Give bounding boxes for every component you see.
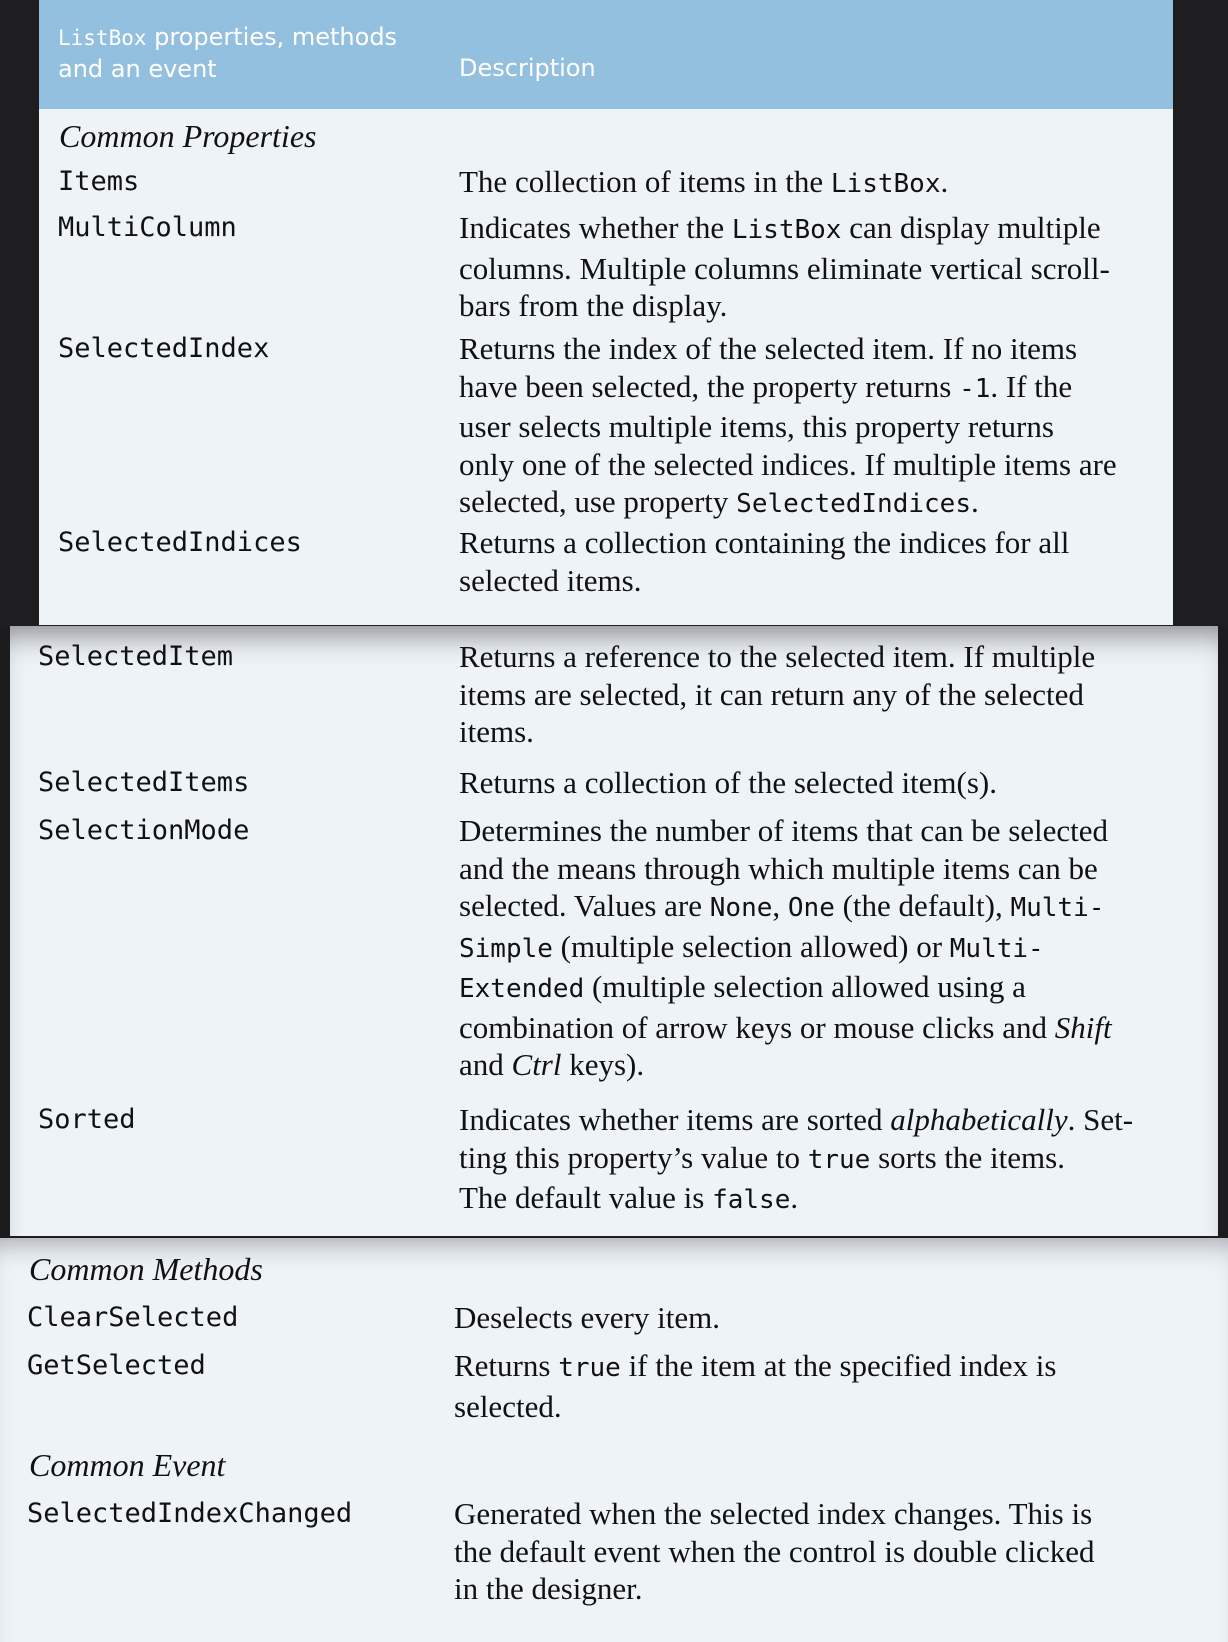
header-column-name xyxy=(58,22,397,85)
table-header xyxy=(39,0,1173,109)
row-desc-selectionmode: Determines the number of items that can be selected and the means through which multiple items can be selected. Values are None, One (the default), Multi- Simple (multiple selection allowed) or Multi- Extended (multiple selection allowed using a combination of arrow keys or mouse clicks and Shift and Ctrl keys). xyxy=(459,813,1112,1082)
row-name-sorted: Sorted xyxy=(38,1104,136,1135)
bottom-table-panel xyxy=(0,1238,1228,1642)
row-desc-selectedindexchanged: Generated when the selected index changes. This is the default event when the control is double clicked in the designer. xyxy=(454,1496,1095,1606)
row-name-getselected: GetSelected xyxy=(27,1350,206,1381)
row-name-selectedindices: SelectedIndices xyxy=(58,527,302,558)
table-page-top xyxy=(39,0,1173,625)
row-desc-items: The collection of items in the ListBox. xyxy=(459,164,949,199)
row-name-multicolumn: MultiColumn xyxy=(58,212,237,243)
row-name-selectedindex: SelectedIndex xyxy=(58,333,270,364)
table-page-middle xyxy=(10,626,1218,1236)
header-line2: and an event xyxy=(58,55,217,83)
row-name-selecteditems: SelectedItems xyxy=(38,767,250,798)
row-name-selecteditem: SelectedItem xyxy=(38,641,234,672)
row-desc-selectedindices: Returns a collection containing the indices for all selected items. xyxy=(459,525,1070,598)
row-name-items: Items xyxy=(58,166,140,197)
section-common-properties: Common Properties xyxy=(59,118,317,154)
row-desc-selectedindex: Returns the index of the selected item. If no items have been selected, the property returns -1. If the user selects multiple items, this property returns only one of the selected indices. If multiple items are selected, use property SelectedIndices. xyxy=(459,331,1117,519)
row-desc-selecteditem: Returns a reference to the selected item. If multiple items are selected, it can return any of the selected items. xyxy=(459,639,1096,749)
header-code: ListBox xyxy=(58,26,147,50)
row-desc-getselected: Returns true if the item at the specified index is selected. xyxy=(454,1348,1057,1424)
middle-table-panel xyxy=(0,626,1228,1238)
header-line1: properties, methods xyxy=(146,23,398,51)
row-desc-sorted: Indicates whether items are sorted alphabetically. Set- ting this property’s value to true sorts the items. The default value is false. xyxy=(459,1102,1134,1215)
row-name-selectedindexchanged: SelectedIndexChanged xyxy=(27,1498,353,1529)
row-desc-multicolumn: Indicates whether the ListBox can display multiple columns. Multiple columns eliminate vertical scroll- bars from the display. xyxy=(459,210,1110,323)
row-name-selectionmode: SelectionMode xyxy=(38,815,250,846)
row-name-clearselected: ClearSelected xyxy=(27,1302,239,1333)
section-common-methods: Common Methods xyxy=(29,1251,263,1287)
top-table-panel xyxy=(0,0,1228,628)
header-column-description: Description xyxy=(459,54,596,82)
row-desc-selecteditems: Returns a collection of the selected item(s). xyxy=(459,765,998,800)
section-common-event: Common Event xyxy=(29,1447,226,1483)
row-desc-clearselected: Deselects every item. xyxy=(454,1300,720,1335)
